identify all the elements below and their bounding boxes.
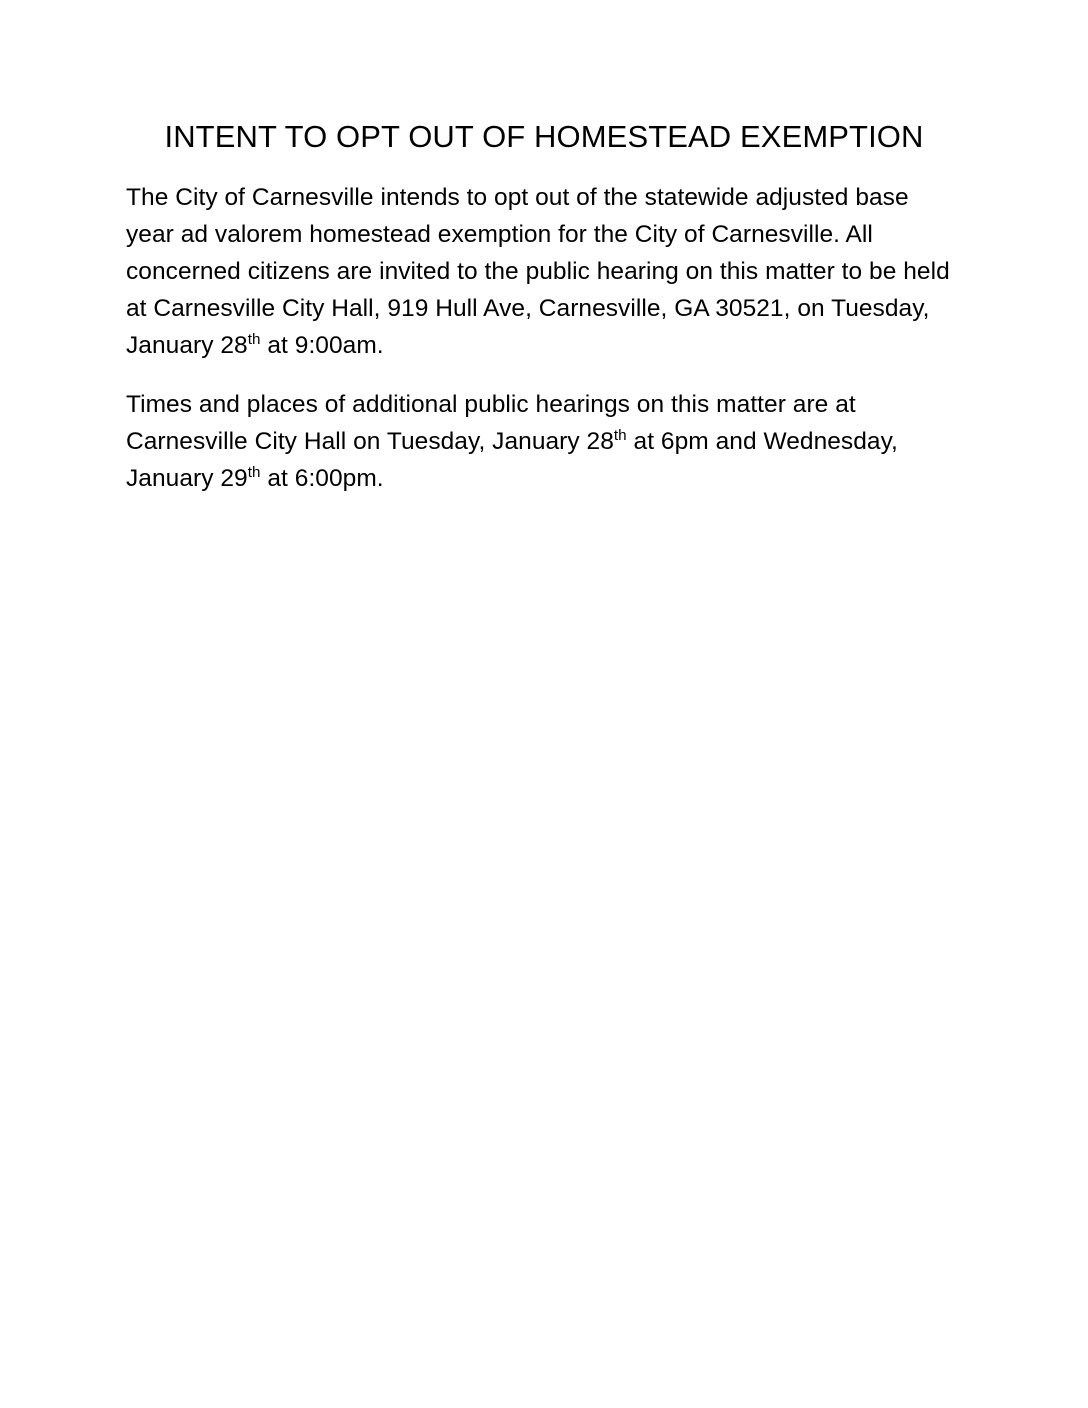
paragraph-notice-additional-hearings: Times and places of additional public hearings on this matter are at Carnesville City Hall on Tuesday, January 28th at 6pm and Wednesday, January 29th at 6:00pm. bbox=[126, 390, 898, 492]
page-title: INTENT TO OPT OUT OF HOMESTEAD EXEMPTION bbox=[164, 119, 924, 154]
paragraph-notice-primary-hearing: The City of Carnesville intends to opt out of the statewide adjusted base year ad valorem homestead exemption for the City of Carnesville. All concerned citizens are invited to the public hearing on this matter to be held at Carnesville City Hall, 919 Hull Ave, Carnesville, GA 30521, on Tuesday, January 28th at 9:00am. bbox=[126, 183, 950, 359]
document-body bbox=[126, 118, 962, 497]
ordinal-suffix: th bbox=[247, 330, 261, 348]
ordinal-suffix: th bbox=[613, 426, 627, 444]
ordinal-suffix: th bbox=[247, 463, 261, 481]
